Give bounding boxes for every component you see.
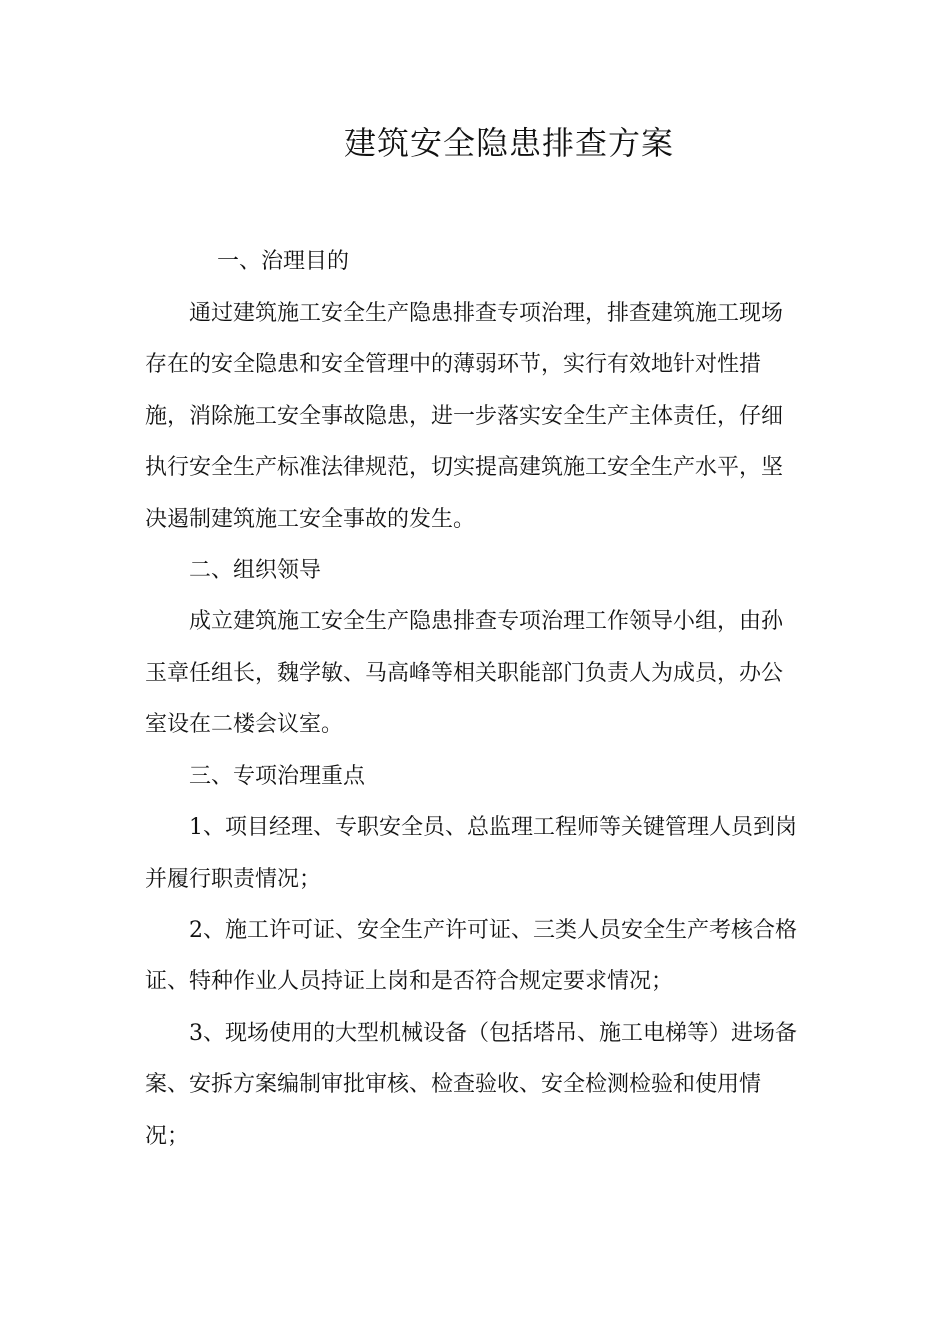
paragraph-line: 施，消除施工安全事故隐患，进一步落实安全生产主体责任，仔细 [145,404,784,429]
document-title: 建筑安全隐患排查方案 [343,124,674,162]
paragraph-line: 玉章任组长，魏学敏、马高峰等相关职能部门负责人为成员，办公 [145,661,784,686]
list-item-line: 2、施工许可证、安全生产许可证、三类人员安全生产考核合格 [189,918,797,943]
paragraph-line: 存在的安全隐患和安全管理中的薄弱环节，实行有效地针对性措 [145,352,762,377]
paragraph-line: 室设在二楼会议室。 [145,712,344,737]
paragraph-line: 通过建筑施工安全生产隐患排查专项治理，排查建筑施工现场 [189,301,784,326]
list-item-line: 1、项目经理、专职安全员、总监理工程师等关键管理人员到岗 [189,815,797,840]
list-item-line: 案、安拆方案编制审批审核、检查验收、安全检测检验和使用情 [145,1072,762,1097]
section-heading-focus: 三、专项治理重点 [189,764,366,789]
section-heading-purpose: 一、治理目的 [217,249,350,274]
paragraph-line: 决遏制建筑施工安全事故的发生。 [145,507,476,532]
paragraph-line: 执行安全生产标准法律规范，切实提高建筑施工安全生产水平，坚 [145,455,784,480]
paragraph-line: 成立建筑施工安全生产隐患排查专项治理工作领导小组，由孙 [189,609,784,634]
list-item-line: 并履行职责情况； [145,867,322,892]
section-heading-leadership: 二、组织领导 [189,558,322,583]
list-item-line: 况； [145,1124,190,1149]
list-item-line: 证、特种作业人员持证上岗和是否符合规定要求情况； [145,969,674,994]
list-item-line: 3、现场使用的大型机械设备（包括塔吊、施工电梯等）进场备 [189,1021,797,1046]
